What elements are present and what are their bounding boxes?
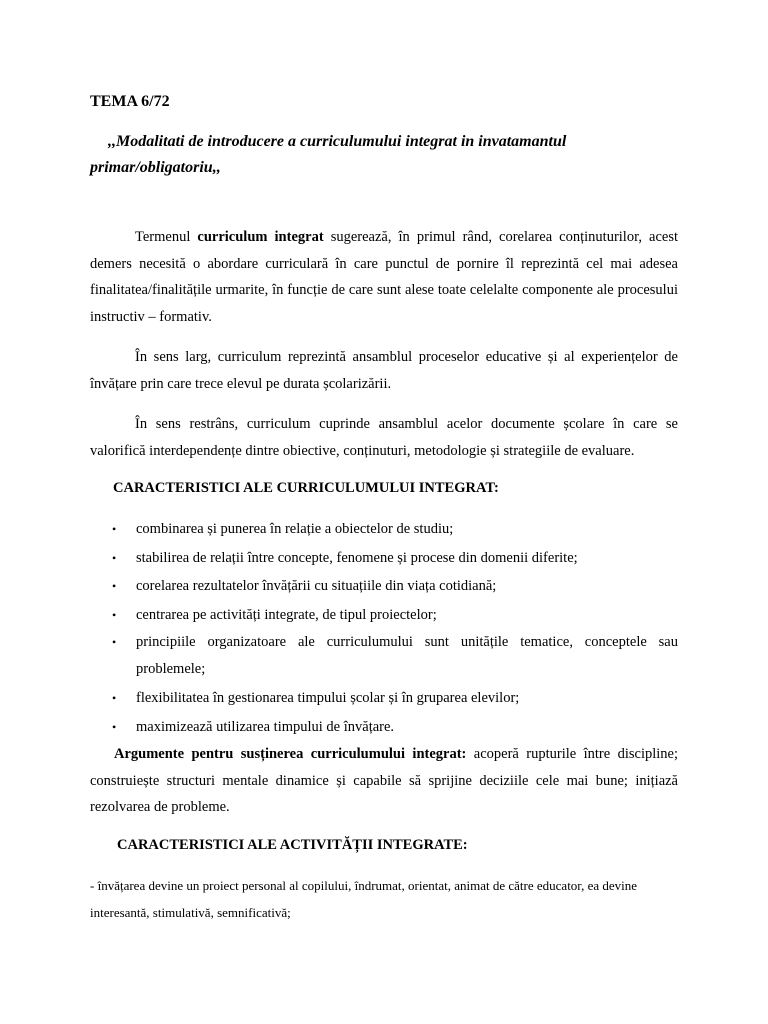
paragraph-curriculum-integrat <box>90 224 678 330</box>
list-item-text: flexibilitatea în gestionarea timpului școlar și în gruparea elevilor; <box>136 690 520 706</box>
paragraph1-bold-term: curriculum integrat <box>197 229 324 245</box>
paragraph-argumente <box>90 741 678 821</box>
list-item <box>90 629 678 682</box>
list-item-text: stabilirea de relații între concepte, fenomene și procese din domenii diferite; <box>136 549 578 566</box>
bullet-icon: • <box>112 719 117 734</box>
list-item <box>90 684 678 713</box>
document-title: TEMA 6/72 <box>90 93 170 110</box>
bullet-icon: • <box>112 691 117 705</box>
list-item-text: combinarea și punerea în relație a obiectelor de studiu; <box>136 521 454 537</box>
subtitle-line-2: primar/obligatoriu,, <box>90 159 221 176</box>
list-item <box>90 572 678 601</box>
bullet-icon: • <box>112 522 117 536</box>
bullet-icon: • <box>112 607 117 622</box>
paragraph4-text: acoperă rupturile între discipline; construiește structuri mentale dinamice și capabile să sprijine deciziile cele mai bune; inițiază rezolvarea de probleme. <box>90 746 678 815</box>
list-item-text: corelarea rezultatelor învățării cu situațiile din viața cotidiană; <box>136 578 497 594</box>
list-item-text: principiile organizatoare ale curriculumului sunt unitățile tematice, conceptele sau problemele; <box>136 634 678 677</box>
list-item <box>90 544 678 573</box>
document-subtitle <box>90 129 690 181</box>
bullet-icon: • <box>112 635 117 649</box>
list-item <box>90 515 678 544</box>
list-item <box>90 601 678 630</box>
paragraph-sens-restrans: În sens restrâns, curriculum cuprinde ansamblul acelor documente școlare în care se valorifică interdependențe dintre obiective, conținuturi, metodologie și strategiile de evaluare. <box>90 416 678 459</box>
list-item-text: centrarea pe activități integrate, de tipul proiectelor; <box>136 606 437 623</box>
bullet-icon: • <box>112 550 117 565</box>
heading-caracteristici-activitate: CARACTERISTICI ALE ACTIVITĂȚII INTEGRATE: <box>117 837 468 853</box>
paragraph-invatarea: - învățarea devine un proiect personal al copilului, îndrumat, orientat, animat de către educator, ea devine interesantă, stimulativă, semnificativă; <box>90 878 638 920</box>
list-item-text: maximizează utilizarea timpului de învățare. <box>136 718 395 735</box>
heading-caracteristici-curriculum: CARACTERISTICI ALE CURRICULUMULUI INTEGRAT: <box>113 480 499 496</box>
paragraph1-text-end: sugerează, în primul rând, corelarea conținuturilor, acest demers necesită o abordare curriculară în care punctul de pornire îl reprezintă cel mai adesea finalitatea/finalitățile urmarite, în funcție de care sunt alese toate celelalte componente ale procesului instructiv – formativ. <box>90 229 678 325</box>
bullet-icon: • <box>112 579 117 593</box>
characteristics-list <box>90 515 678 741</box>
paragraph4-bold-lead: Argumente pentru susținerea curriculumului integrat: <box>114 746 467 762</box>
paragraph-sens-larg: În sens larg, curriculum reprezintă ansamblul proceselor educative și al experiențelor de învățare prin care trece elevul pe durata școlarizării. <box>90 349 678 392</box>
subtitle-line-1: ,,Modalitati de introducere a curriculumului integrat in invatamantul <box>108 133 567 150</box>
list-item <box>90 713 678 742</box>
paragraph1-text-start: Termenul <box>135 229 198 245</box>
